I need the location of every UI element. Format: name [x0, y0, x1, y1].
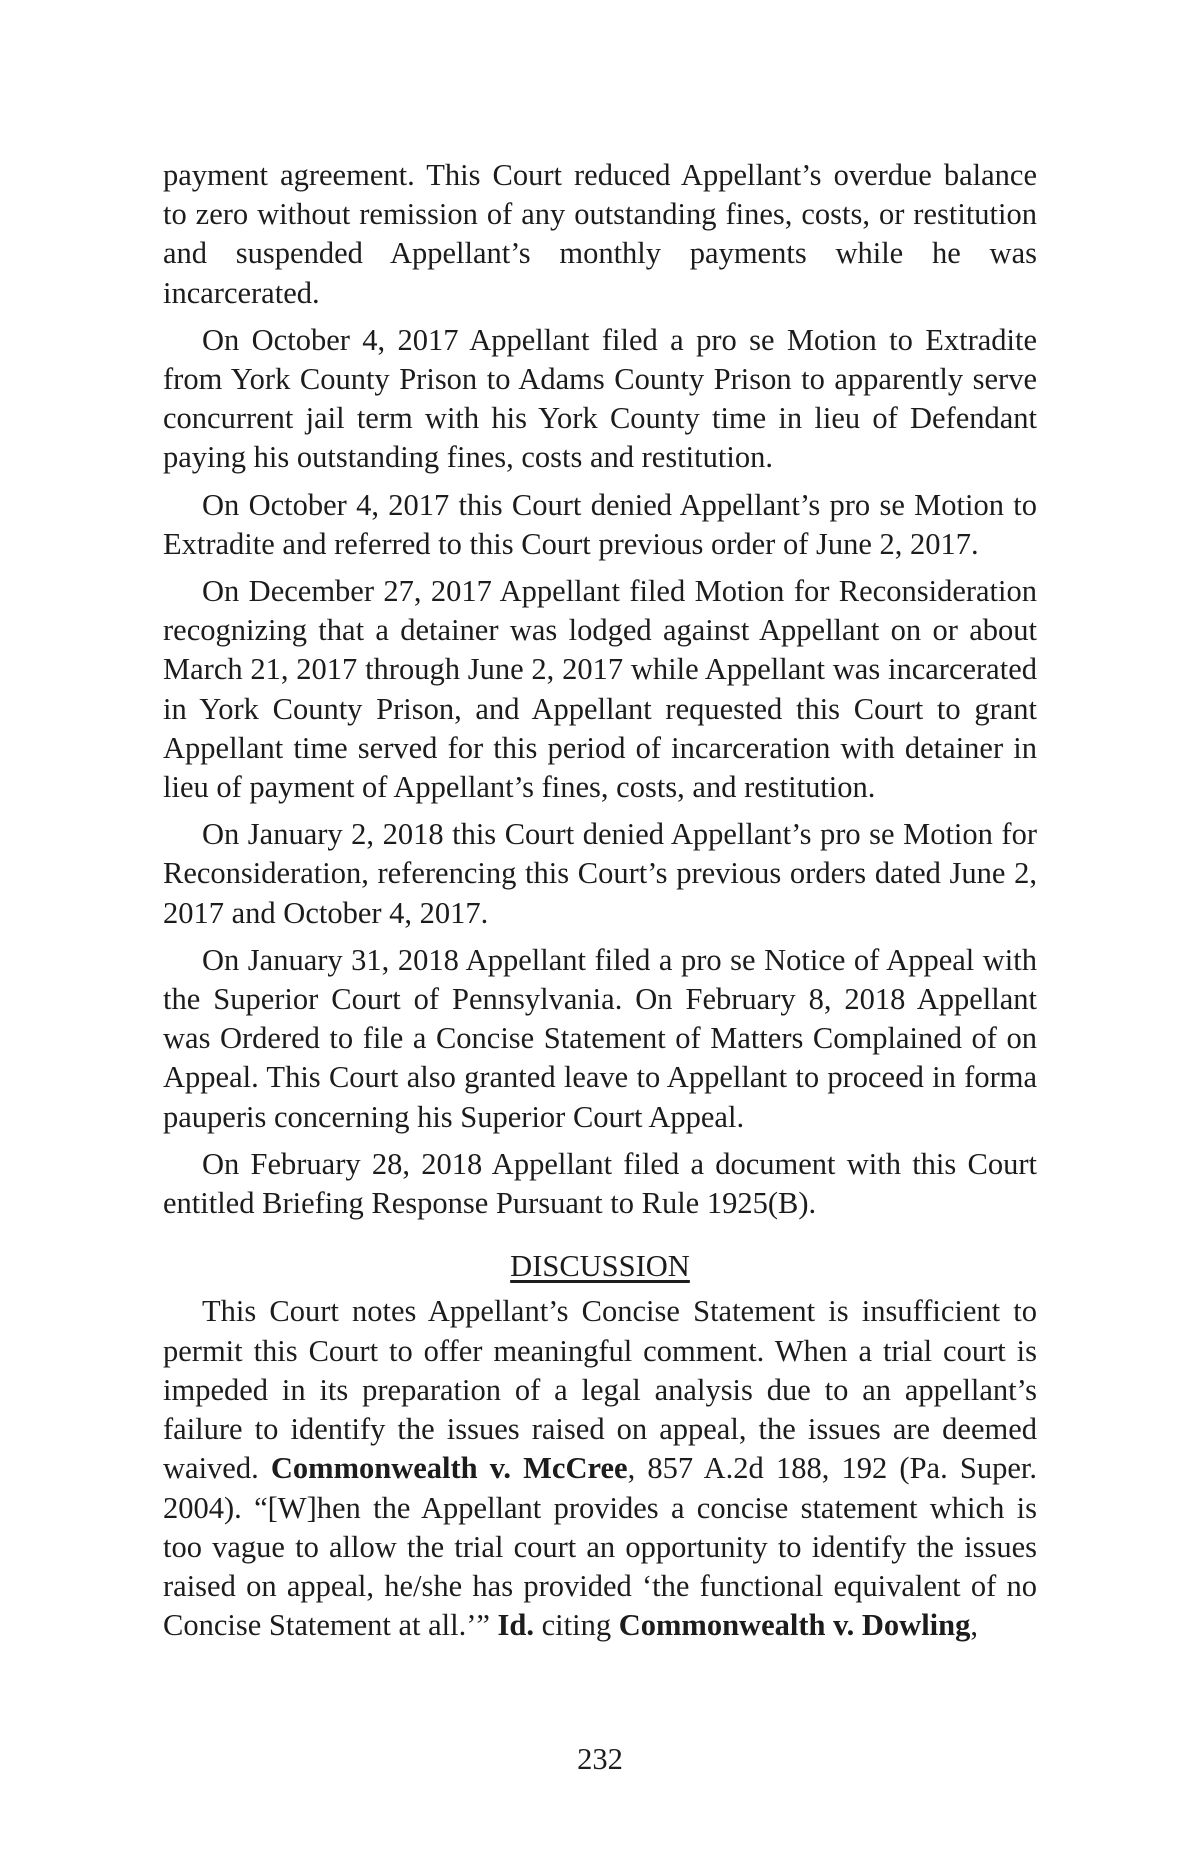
paragraph-motion-for-reconsideration: On December 27, 2017 Appellant filed Motion for Reconsideration recognizing that a detainer was lodged against Appellant on or about March 21, 2017 through June 2, 2017 while Appellant was incarcerated in York County Prison, and Appellant requested this Court to grant Appellant time served for this period of incarceration with detainer in lieu of payment of Appellant’s fines, costs, and restitution.: [163, 574, 1037, 805]
discussion-text-1: This Court notes Appellant’s Concise Statement is insufficient to permit this Court to offer meaningful comment. When a trial court is impeded in its preparation of a legal analysis due to an appellant’s failure to identify the issues raised on appeal, the issues are deemed waived.: [163, 1294, 1037, 1486]
page-body: [163, 156, 1037, 1653]
paragraph-notice-of-appeal: On January 31, 2018 Appellant filed a pro se Notice of Appeal with the Superior Court of Pennsylvania. On February 8, 2018 Appellant was Ordered to file a Concise Statement of Matters Complained of on Appeal. This Court also granted leave to Appellant to proceed in forma pauperis concerning his Superior Court Appeal.: [163, 942, 1037, 1134]
discussion-text-3: citing: [534, 1608, 619, 1643]
paragraph-reconsideration-denied: On January 2, 2018 this Court denied Appellant’s pro se Motion for Reconsideration, referencing this Court’s previous orders dated June 2, 2017 and October 4, 2017.: [163, 817, 1037, 930]
paragraph-discussion: [163, 1292, 1037, 1645]
paragraph-payment-agreement: payment agreement. This Court reduced Appellant’s overdue balance to zero without remission of any outstanding fines, costs, or restitution and suspended Appellant’s monthly payments while he was incarcerated.: [163, 158, 1037, 310]
paragraph-briefing-response: On February 28, 2018 Appellant filed a document with this Court entitled Briefing Response Pursuant to Rule 1925(B).: [163, 1146, 1037, 1221]
section-heading: DISCUSSION: [510, 1249, 690, 1284]
case-citation-dowling: Commonwealth v. Dowling: [618, 1608, 971, 1643]
page-number: 232: [577, 1742, 623, 1776]
paragraph-motion-to-extradite: On October 4, 2017 Appellant filed a pro se Motion to Extradite from York County Prison to Adams County Prison to apparently serve concurrent jail term with his York County time in lieu of Defendant paying his outstanding fines, costs and restitution.: [163, 322, 1037, 475]
discussion-text-4: ,: [970, 1608, 978, 1643]
discussion-text-2: , 857 A.2d 188, 192 (Pa. Super. 2004). “[W]hen the Appellant provides a concise statement which is too vague to allow the trial court an opportunity to identify the issues raised on appeal, he/she has provided ‘the functional equivalent of no Concise Statement at all.’”: [163, 1451, 1037, 1643]
case-citation-mccree: Commonwealth v. McCree: [270, 1451, 628, 1486]
id-citation: Id.: [497, 1608, 535, 1643]
paragraph-extradite-denied: On October 4, 2017 this Court denied Appellant’s pro se Motion to Extradite and referred to this Court previous order of June 2, 2017.: [163, 487, 1037, 561]
